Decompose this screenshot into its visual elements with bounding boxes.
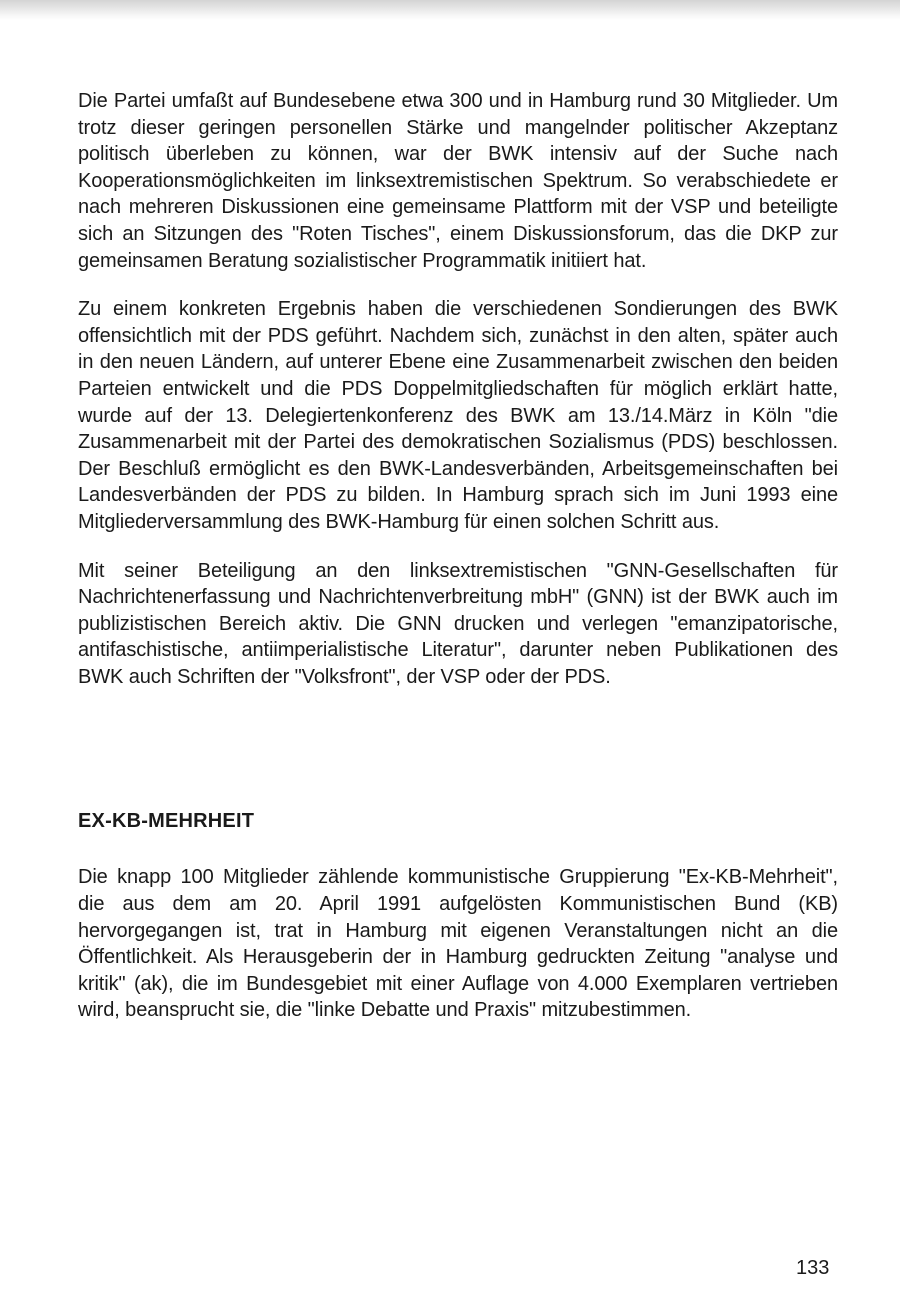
paragraph-bwk-gnn: Mit seiner Beteiligung an den linksextremistischen "GNN-Gesellschaften für Nachrichtenerfassung und Nachrichtenverbreitung mbH" (GNN) ist der BWK auch im publizistischen Bereich aktiv. Die GNN drucken und verlegen "emanzipatorische, antifaschistische, antiimperialistische Literatur", darunter neben Publikationen des BWK auch Schriften der "Volksfront", der VSP oder der PDS. — [78, 559, 838, 688]
paragraph-bwk-cooperation: Die Partei umfaßt auf Bundesebene etwa 300 und in Hamburg rund 30 Mitglieder. Um trotz dieser geringen personellen Stärke und mangelnder politischer Akzeptanz politisch überleben zu können, war der BWK intensiv auf der Suche nach Kooperationsmöglichkeiten im linksextremistischen Spektrum. So verabschiedete er nach mehreren Diskussionen eine gemeinsame Plattform mit der VSP und beteiligte sich an Sitzungen des "Roten Tisches", einem Diskussionsforum, das die DKP zur gemeinsamen Beratung sozialistischer Programmatik initiiert hat. — [78, 90, 838, 272]
section-heading: EX-KB-MEHRHEIT — [78, 810, 255, 833]
scan-top-edge — [0, 0, 900, 20]
paragraph-ex-kb-mehrheit: Die knapp 100 Mitglieder zählende kommunistische Gruppierung "Ex-KB-Mehrheit", die aus dem am 20. April 1991 aufgelösten Kommunistischen Bund (KB) hervorgegangen ist, trat in Hamburg mit eigenen Veranstaltungen nicht an die Öffentlichkeit. Als Herausgeberin der in Hamburg gedruckten Zeitung "analyse und kritik" (ak), die im Bundesgebiet mit einer Auflage von 4.000 Exemplaren vertrieben wird, beansprucht sie, die "linke Debatte und Praxis" mitzubestimmen. — [78, 866, 838, 1022]
paragraph-bwk-pds: Zu einem konkreten Ergebnis haben die verschiedenen Sondierungen des BWK offensichtlich mit der PDS geführt. Nachdem sich, zunächst in den alten, später auch in den neuen Ländern, auf unterer Ebene eine Zusammenarbeit zwischen den beiden Parteien entwickelt und die PDS Doppelmitgliedschaften für möglich erklärt hatte, wurde auf der 13. Delegiertenkonferenz des BWK am 13./14.März in Köln "die Zusammenarbeit mit der Partei des demokratischen Sozialismus (PDS) beschlossen. Der Beschluß ermöglicht es den BWK-Landesverbänden, Arbeitsgemeinschaften bei Landesverbänden der PDS zu bilden. In Hamburg sprach sich im Juni 1993 eine Mitgliederversammlung des BWK-Hamburg für einen solchen Schritt aus. — [78, 298, 838, 533]
page-number: 133 — [796, 1257, 830, 1279]
page-content — [78, 88, 838, 1024]
